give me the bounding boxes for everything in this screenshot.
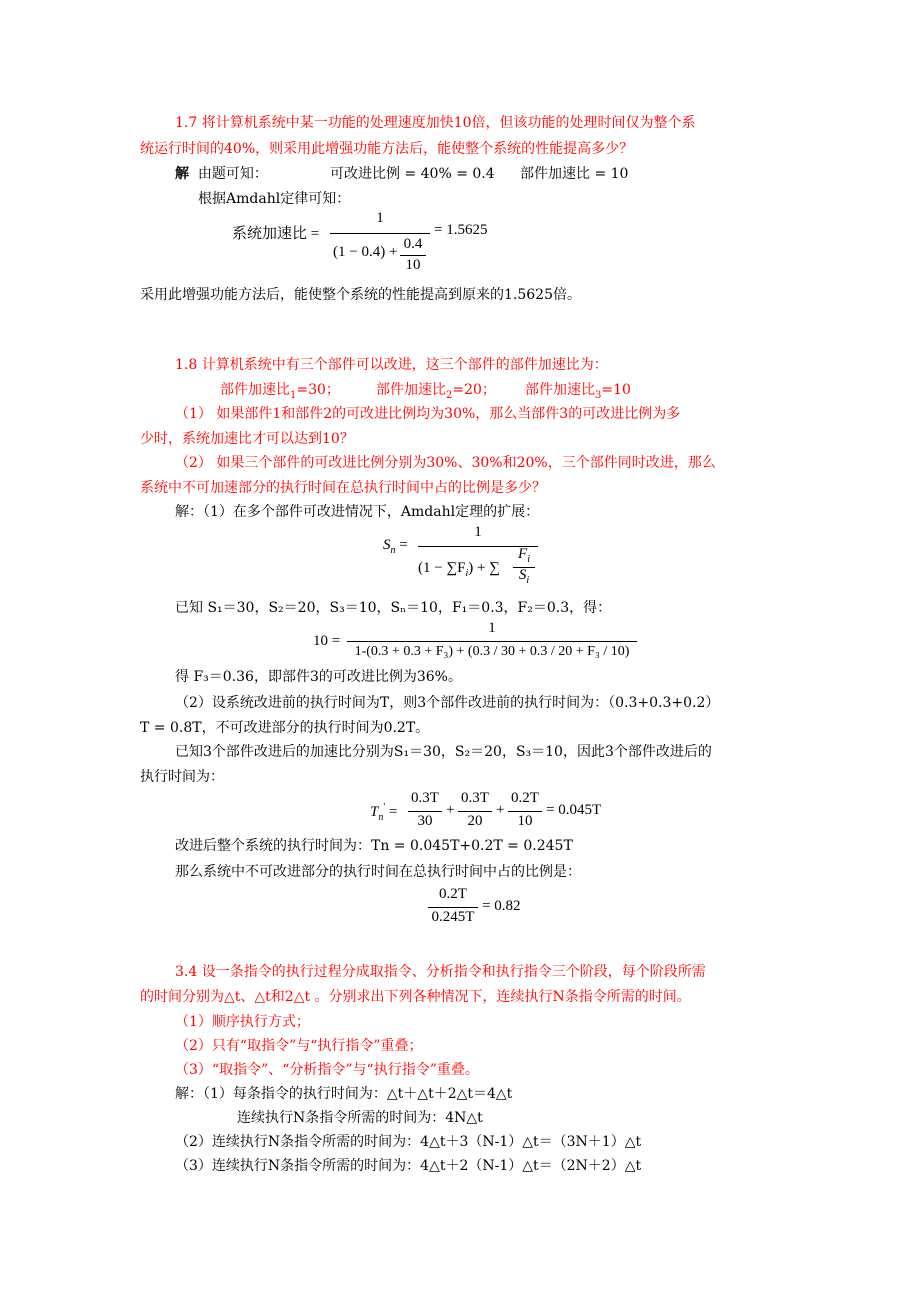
a18-2-line3: 已知3个部件改进后的加速比分别为S₁＝30，S₂＝20，S₃＝10，因此3个部件改进后的 xyxy=(175,744,712,760)
eq17-den-a: (1 − 0.4) + xyxy=(333,244,398,260)
eq17-den-b-num: 0.4 xyxy=(403,236,423,252)
q18-s3: 部件加速比$_3$=10 xyxy=(525,382,631,401)
a17-given-line xyxy=(175,164,268,184)
tn-f2-num: 0.3T xyxy=(461,790,489,806)
tn-f1-den: 30 xyxy=(417,813,433,829)
tn-f2-den: 20 xyxy=(467,813,483,829)
eq17-den-bar xyxy=(400,255,426,256)
q18-1-line1: （1） 如果部件1和部件2的可改进比例均为30%，那么当部件3的可改进比例为多 xyxy=(175,406,681,422)
a18-2-line1: （2）设系统改进前的执行时间为T，则3个部件改进前的执行时间为：（0.3+0.3+0.2） xyxy=(175,695,720,711)
sn-si: $S_i$ xyxy=(518,567,530,586)
conclusion17: 采用此增强功能方法后，能使整个系统的性能提高到原来的1.5625倍。 xyxy=(140,287,581,303)
q18-1-line2: 少时，系统加速比才可以达到10？ xyxy=(140,431,354,447)
ratio-bar xyxy=(428,907,478,908)
amdahl-intro: 根据Amdahl定律可知： xyxy=(198,191,351,207)
eq10-left: 10 = xyxy=(313,633,341,649)
tn-f1-bar xyxy=(408,811,442,812)
given-ratio: 可改进比例 = 40% = 0.4 xyxy=(330,166,495,182)
eq10-denominator: 1-(0.3 + 0.3 + F₃) + (0.3 / 30 + 0.3 / 20 + F₃ / 10) xyxy=(354,644,630,659)
a18-2-line2: T = 0.8T，不可改进部分的执行时间为0.2T。 xyxy=(140,720,430,736)
q17-line1: 1.7 将计算机系统中某一功能的处理速度加快10倍，但该功能的处理时间仅为整个系 xyxy=(175,115,696,131)
eq10-fraction-bar xyxy=(347,641,637,642)
eq17-fraction-bar xyxy=(330,233,430,234)
q18-2-line1: （2） 如果三个部件的可改进比例分别为30%、30%和20%，三个部件同时改进，那么 xyxy=(175,455,716,471)
tn-f3-den: 10 xyxy=(517,813,533,829)
ratio-intro: 那么系统中不可改进部分的执行时间在总执行时间中占的比例是： xyxy=(175,864,581,880)
q18-s2: 部件加速比$_2$=20； xyxy=(376,382,496,401)
eq10-numerator: 1 xyxy=(488,620,496,636)
q34-line2: 的时间分别为△t、△t和2△t 。分别求出下列各种情况下，连续执行N条指令所需的时间。 xyxy=(140,989,691,1005)
q34-line1: 3.4 设一条指令的执行过程分成取指令、分析指令和执行指令三个阶段，每个阶段所需 xyxy=(175,964,706,980)
tn-plus2: + xyxy=(496,802,505,818)
jie-label: 解 xyxy=(175,166,189,182)
tn-f3-num: 0.2T xyxy=(511,790,539,806)
tn-result: = 0.045T xyxy=(546,802,602,818)
eq17-den-b-den: 10 xyxy=(405,257,421,273)
ratio-result: = 0.82 xyxy=(482,898,521,914)
q34-case3: （3）“取指令”、“分析指令”与“执行指令”重叠。 xyxy=(175,1062,479,1078)
tn-left: $T_n'$ = xyxy=(370,802,398,823)
a34-2: （2）连续执行N条指令所需的时间为：4△t＋3（N-1）△t＝（3N＋1）△t xyxy=(175,1134,642,1150)
a18-2-line4: 执行时间为： xyxy=(140,769,224,785)
q18-s1: 部件加速比$_1$=30； xyxy=(220,382,340,401)
q34-case1: （1）顺序执行方式； xyxy=(175,1014,310,1030)
given-label: 由题可知： xyxy=(197,166,268,182)
tn-f3-bar xyxy=(508,811,542,812)
eq17-result: = 1.5625 xyxy=(434,222,488,238)
q18-title: 1.8 计算机系统中有三个部件可以改进，这三个部件的部件加速比为： xyxy=(175,357,608,373)
tn-f1-num: 0.3T xyxy=(411,790,439,806)
known-values: 已知 S₁＝30，S₂＝20，S₃＝10，Sₙ＝10，F₁＝0.3，F₂＝0.3，得： xyxy=(175,600,612,616)
a34-1: 解：（1）每条指令的执行时间为：△t＋△t＋2△t＝4△t xyxy=(175,1086,513,1102)
tn-plus1: + xyxy=(446,802,455,818)
f3-result: 得 F₃＝0.36，即部件3的可改进比例为36%。 xyxy=(175,669,462,685)
eq17-left: 系统加速比 = xyxy=(232,226,320,242)
sn-left: $S_n$ = xyxy=(383,537,408,556)
ratio-den: 0.245T xyxy=(431,909,475,925)
eq17-numerator: 1 xyxy=(376,210,384,226)
q17-line2: 统运行时间的40%，则采用此增强功能方法后，能使整个系统的性能提高多少？ xyxy=(140,141,634,157)
sn-denominator: $(1 - \sum F_i)$ + ∑ xyxy=(418,560,500,579)
a34-1b: 连续执行N条指令所需的时间为：4N△t xyxy=(237,1110,483,1126)
a34-3: （3）连续执行N条指令所需的时间为：4△t＋2（N-1）△t＝（2N＋2）△t xyxy=(175,1158,642,1174)
given-speedup: 部件加速比 = 10 xyxy=(520,166,629,182)
q18-2-line2: 系统中不可加速部分的执行时间在总执行时间中占的比例是多少？ xyxy=(140,480,546,496)
sn-fi: $F_i$ xyxy=(518,546,530,565)
q34-case2: （2）只有“取指令”与“执行指令”重叠； xyxy=(175,1038,423,1054)
after-total: 改进后整个系统的执行时间为：Tn = 0.045T+0.2T = 0.245T xyxy=(175,838,573,854)
ratio-num: 0.2T xyxy=(439,886,467,902)
a18-1-intro: 解：（1）在多个部件可改进情况下，Amdahl定理的扩展： xyxy=(175,504,540,520)
sn-numerator: 1 xyxy=(474,524,482,540)
tn-f2-bar xyxy=(458,811,492,812)
